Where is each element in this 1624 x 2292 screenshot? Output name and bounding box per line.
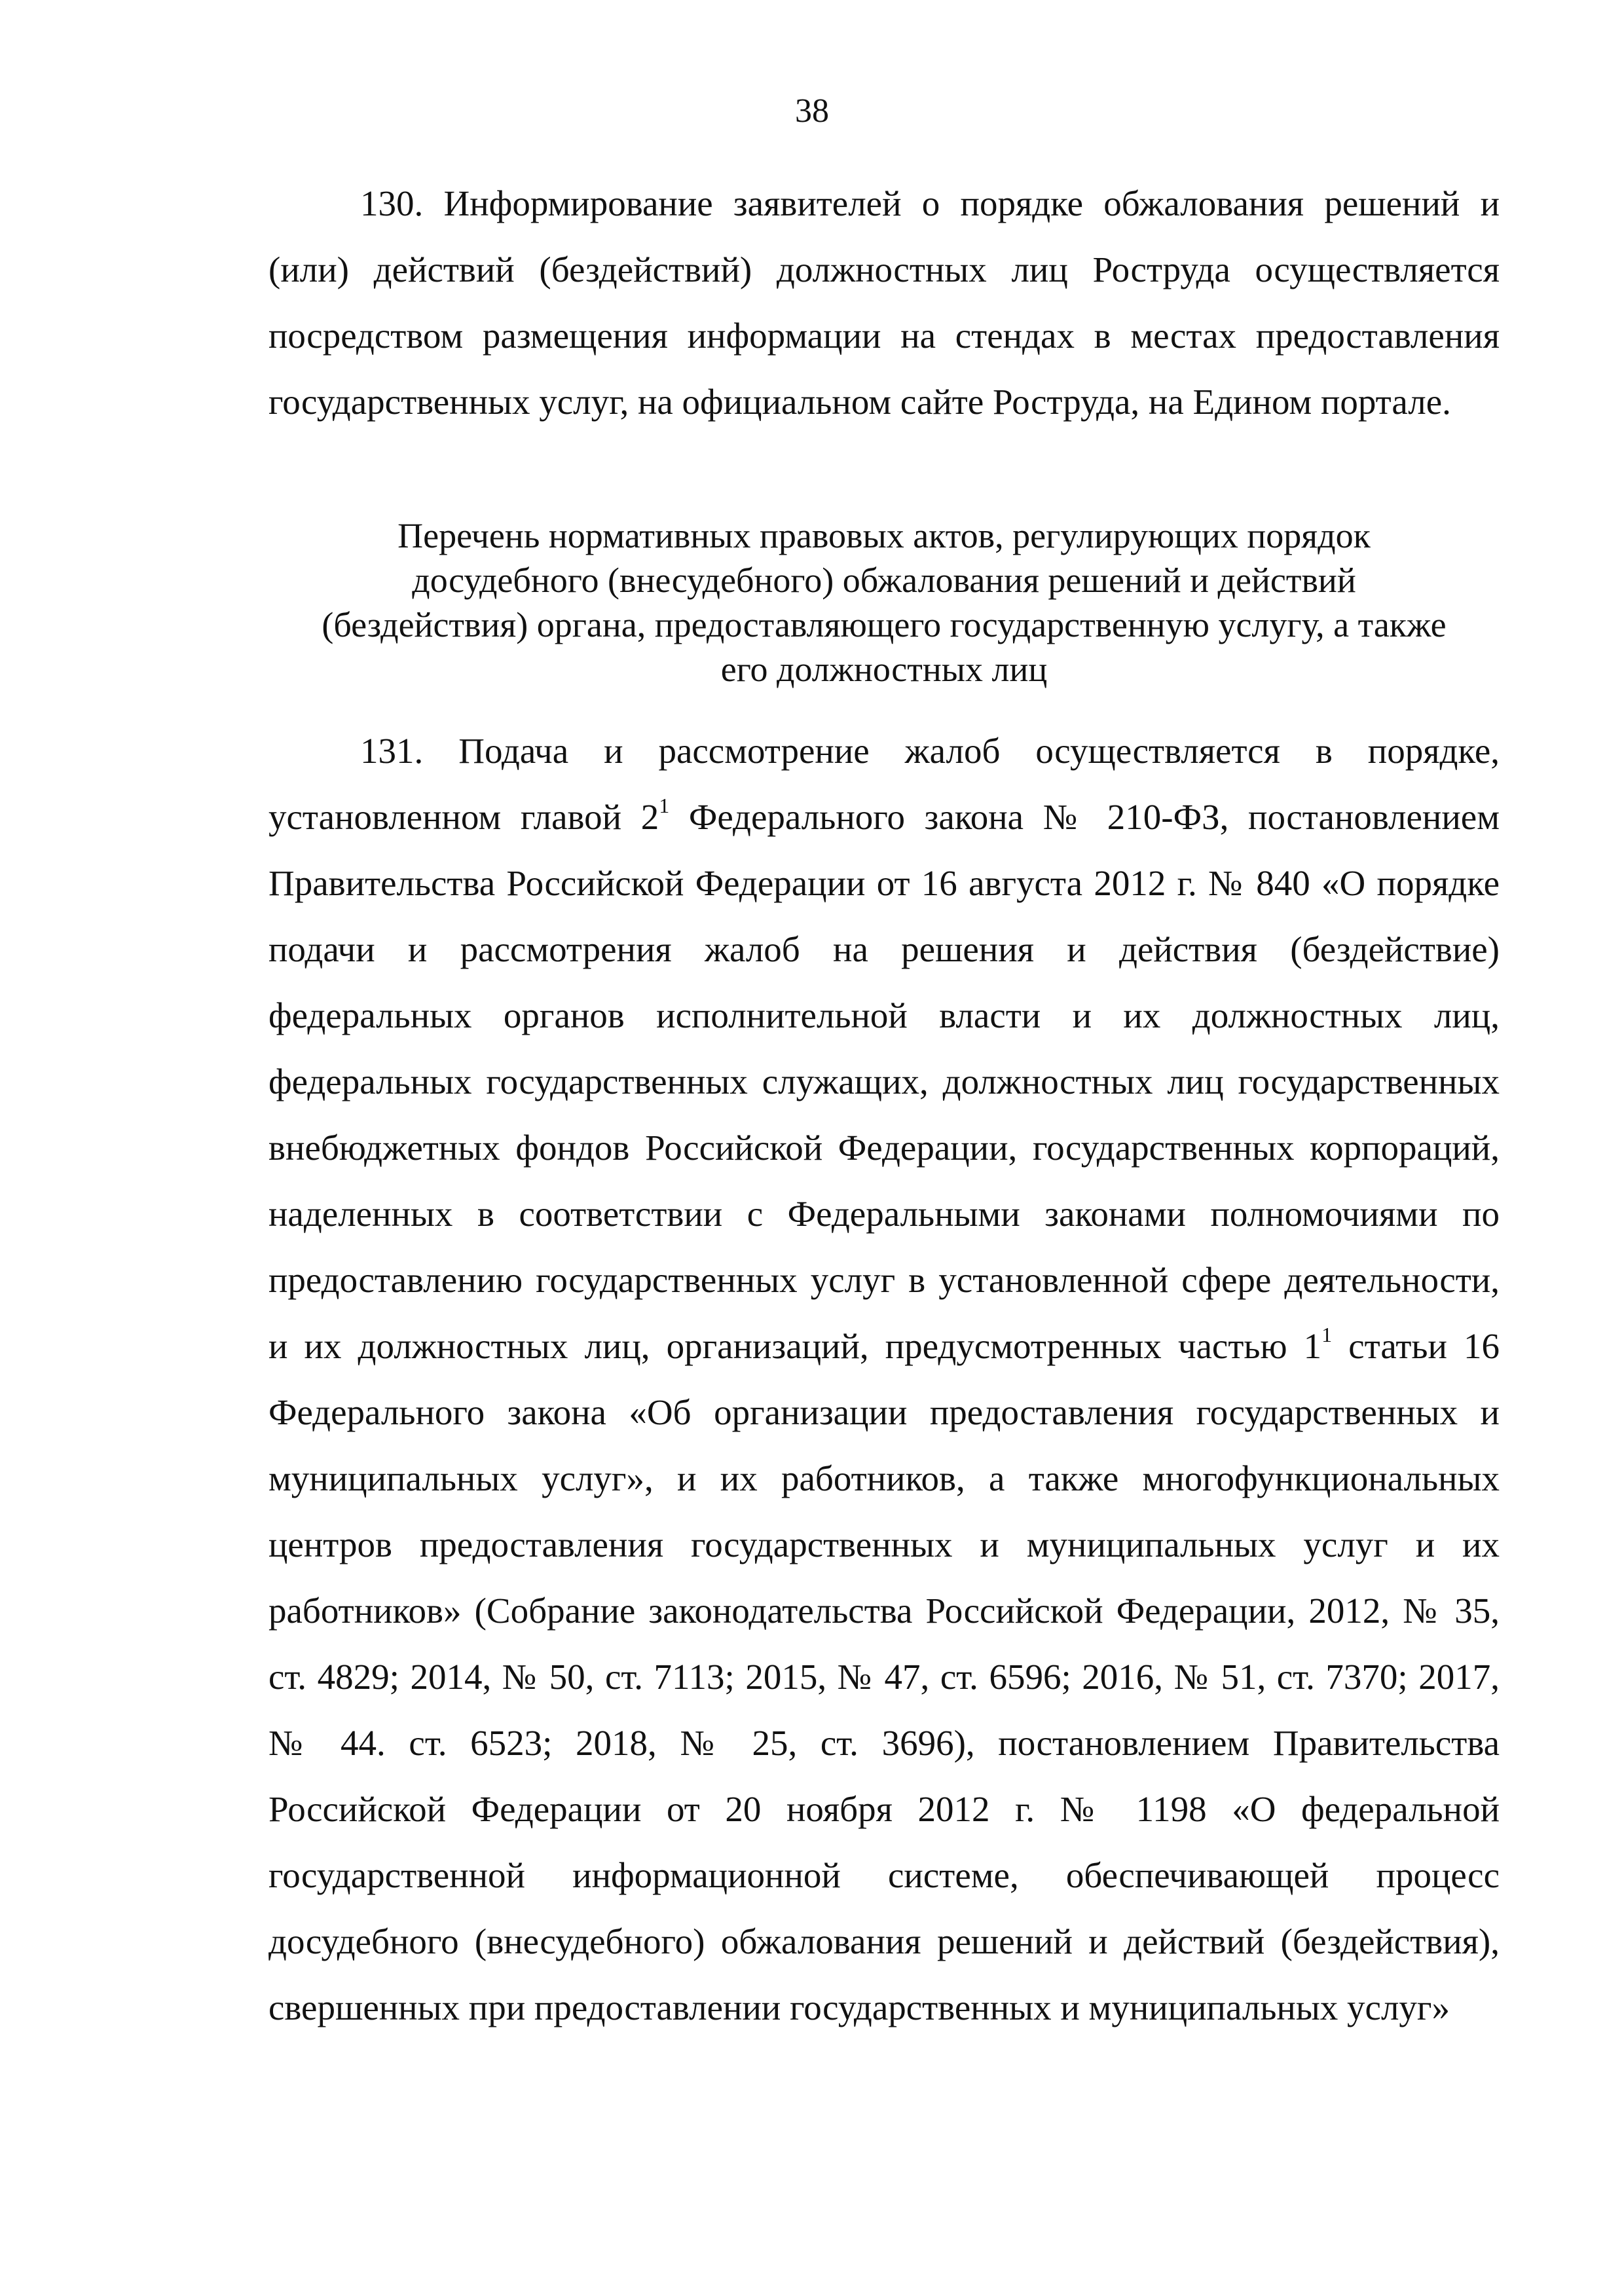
document-body [268,170,1500,2041]
section-heading-line-4: его должностных лиц [720,650,1048,689]
superscript-2: 1 [1321,1322,1333,1346]
paragraph-130-number: 130. [360,183,424,223]
section-heading-line-3: (бездействия) органа, предоставляющего государственную услугу, а также [322,605,1447,644]
paragraph-131-text-part-2: Федерального закона № 210-ФЗ, постановлением Правительства Российской Федерации от 16 августа 2012 г. № 840 «О порядке подачи и рассмотрения жалоб на решения и действия (бездействие) федеральных органов исполнительной власти и их должностных лиц, федеральных государственных служащих, должностных лиц государственных внебюджетных фондов Российской Федерации, государственных корпораций, наделенных в соответствии с Федеральными законами полномочиями по предоставлению государственных услуг в установленной сфере деятельности, и их должностных лиц, организаций, предусмотренных частью 1 [268,797,1500,1366]
section-heading [268,513,1500,692]
paragraph-130-text: Информирование заявителей о порядке обжалования решений и (или) действий (бездействий) должностных лиц Роструда осуществляется посредством размещения информации на стендах в местах предоставления государственных услуг, на официальном сайте Роструда, на Едином портале. [268,183,1500,422]
superscript-1: 1 [659,793,670,817]
section-heading-line-2: досудебного (внесудебного) обжалования решений и действий [412,561,1356,600]
section-heading-line-1: Перечень нормативных правовых актов, регулирующих порядок [397,516,1371,555]
paragraph-131-text-part-3: статьи 16 Федерального закона «Об организации предоставления государственных и муниципальных услуг», и их работников, а также многофункциональных центров предоставления государственных и муниципальных услуг и их работников» (Собрание законодательства Российской Федерации, 2012, № 35, ст. 4829; 2014, № 50, ст. 7113; 2015, № 47, ст. 6596; 2016, № 51, ст. 7370; 2017, № 44. ст. 6523; 2018, № 25, ст. 3696), постановлением Правительства Российской Федерации от 20 ноября 2012 г. № 1198 «О федеральной государственной информационной системе, обеспечивающей процесс досудебного (внесудебного) обжалования решений и действий (бездействия), свершенных при предоставлении государственных и муниципальных услуг» [268,1326,1500,2027]
spacer [268,692,1500,718]
paragraph-130 [268,170,1500,435]
paragraph-131-number: 131. [360,731,424,771]
page-number: 38 [795,92,829,130]
paragraph-131 [268,718,1500,2041]
paragraph-131-text-part-1: Подача и рассмотрение жалоб осуществляется в порядке, установленном главой 2 [268,731,1500,837]
